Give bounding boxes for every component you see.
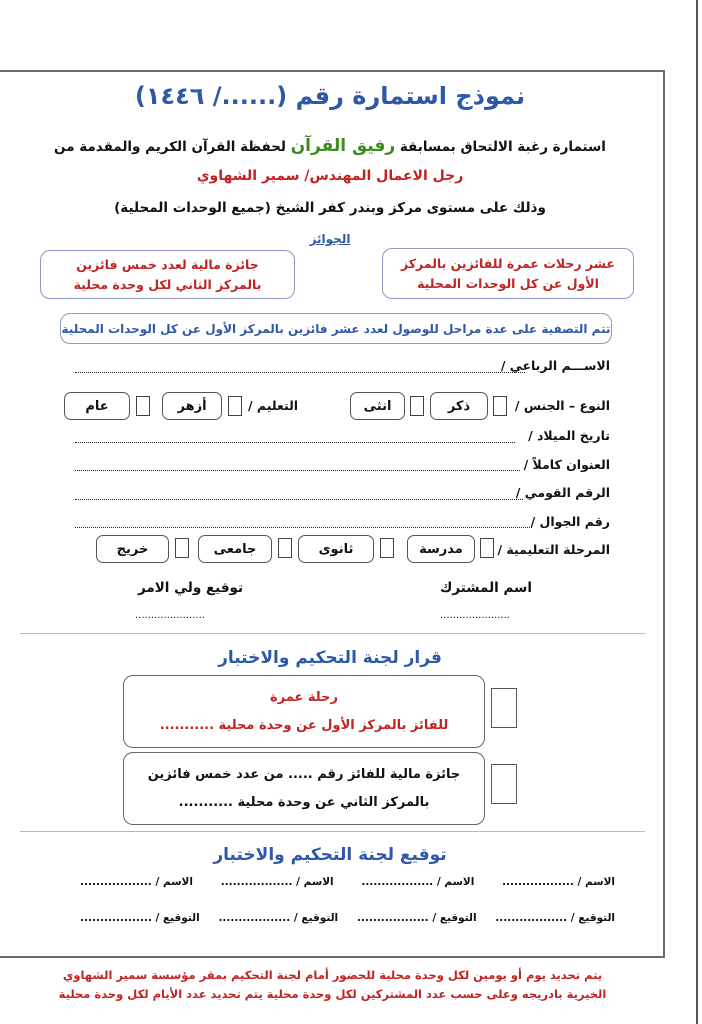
female-option: انثى	[350, 392, 405, 420]
intro-text-a: استمارة رغبة الالتحاق بمسابقة	[399, 139, 606, 155]
birth-date-label: تاريخ الميلاد /	[528, 428, 610, 443]
scope-line: وذلك على مستوى مركز وبندر كفر الشيخ (جميع الوحدات المحلية)	[114, 200, 546, 216]
umrah-decision-text: للفائز بالمركز الأول عن وحدة محلية ...........	[159, 717, 449, 733]
names-row	[80, 876, 615, 896]
footer-line-1: يتم تحديد يوم أو يومين لكل وحدة محلية للحضور أمام لجنة التحكيم بمقر مؤسسة سمير الشهاوي	[62, 968, 603, 982]
member-name-1[interactable]: الاسم / ..................	[502, 876, 615, 888]
money-decision-box	[123, 752, 485, 825]
mobile-label: رقم الجوال /	[530, 514, 610, 529]
general-option: عام	[64, 392, 130, 420]
member-signature-1[interactable]: التوقيع / ..................	[495, 912, 615, 924]
participant-name-label: اسم المشترك	[440, 580, 532, 596]
graduate-checkbox[interactable]	[175, 538, 189, 558]
secondary-option: ثانوى	[298, 535, 374, 563]
male-checkbox[interactable]	[493, 396, 507, 416]
national-id-field[interactable]	[75, 499, 523, 500]
competition-name: رفيق القرآن	[290, 136, 396, 156]
address-label: العنوان كاملاً /	[523, 457, 610, 472]
right-edge-line	[696, 0, 698, 1024]
secondary-checkbox[interactable]	[380, 538, 394, 558]
stage-label: المرحلة التعليمية /	[497, 542, 610, 557]
general-checkbox[interactable]	[136, 396, 150, 416]
gender-label: النوع – الجنس /	[514, 398, 610, 413]
male-option: ذكر	[430, 392, 488, 420]
birth-date-field[interactable]	[75, 442, 515, 443]
guardian-signature-label: توقيع ولي الامر	[138, 580, 244, 596]
participant-signature-line[interactable]: ......................	[440, 610, 510, 621]
screening-note-box: تتم التصفية على عدة مراحل للوصول لعدد عشر فائزين بالمركز الأول عن كل الوحدات المحلية	[60, 313, 612, 344]
guardian-signature-line[interactable]: ......................	[135, 610, 205, 621]
prizes-heading: الجوائز	[309, 232, 351, 246]
member-name-4[interactable]: الاسم / ..................	[80, 876, 193, 888]
divider	[20, 831, 645, 832]
university-option: جامعى	[198, 535, 272, 563]
national-id-label: الرقم القومي /	[515, 485, 610, 500]
committee-signature-heading: توقيع لجنة التحكيم والاختبار	[213, 845, 447, 865]
female-checkbox[interactable]	[410, 396, 424, 416]
graduate-option: خريج	[96, 535, 169, 563]
sponsor-name: رجل الاعمال المهندس/ سمير الشهاوي	[196, 168, 464, 184]
form-title: نموذج استمارة رقم (....../ ١٤٤٦)	[134, 82, 526, 110]
member-name-3[interactable]: الاسم / ..................	[220, 876, 334, 888]
member-signature-4[interactable]: التوقيع / ..................	[80, 912, 200, 924]
footer-line-2: الخيرية بادريجه وعلى حسب عدد المشتركين لكل وحدة محلية يتم تحديد عدد الأيام لكل وحدة محلية	[58, 987, 607, 1001]
mobile-field[interactable]	[75, 527, 532, 528]
intro-text-b: لحفظة القرآن الكريم والمقدمة من	[54, 139, 286, 155]
full-name-label: الاســـم الرباعي /	[500, 358, 610, 373]
school-option: مدرسة	[407, 535, 475, 563]
money-decision-line2: بالمركز الثاني عن وحدة محلية ...........	[178, 794, 430, 810]
school-checkbox[interactable]	[480, 538, 494, 558]
member-signature-2[interactable]: التوقيع / ..................	[356, 912, 477, 924]
footer-note	[0, 966, 665, 1004]
university-checkbox[interactable]	[278, 538, 292, 558]
committee-decision-heading: قرار لجنة التحكيم والاختبار	[218, 648, 442, 668]
azhar-checkbox[interactable]	[228, 396, 242, 416]
umrah-decision-box	[123, 675, 485, 748]
member-name-2[interactable]: الاسم / ..................	[361, 876, 475, 888]
divider	[20, 633, 645, 634]
money-decision-checkbox[interactable]	[491, 764, 517, 804]
full-name-field[interactable]	[75, 372, 525, 373]
member-signature-3[interactable]: التوقيع / ..................	[218, 912, 339, 924]
education-label: التعليم /	[248, 398, 299, 413]
intro-line-1	[0, 136, 660, 156]
prize-umrah-box: عشر رحلات عمرة للفائزين بالمركز الأول عن كل الوحدات المحلية	[382, 248, 634, 299]
address-field[interactable]	[75, 470, 520, 471]
money-decision-line1: جائزة مالية للفائز رقم ..... من عدد خمس فائزين	[147, 766, 461, 782]
azhar-option: أزهر	[162, 392, 222, 420]
umrah-decision-title: رحلة عمرة	[270, 689, 338, 705]
signatures-row	[80, 912, 615, 932]
prize-money-box: جائزة مالية لعدد خمس فائزين بالمركز الثاني لكل وحدة محلية	[40, 250, 295, 299]
umrah-decision-checkbox[interactable]	[491, 688, 517, 728]
